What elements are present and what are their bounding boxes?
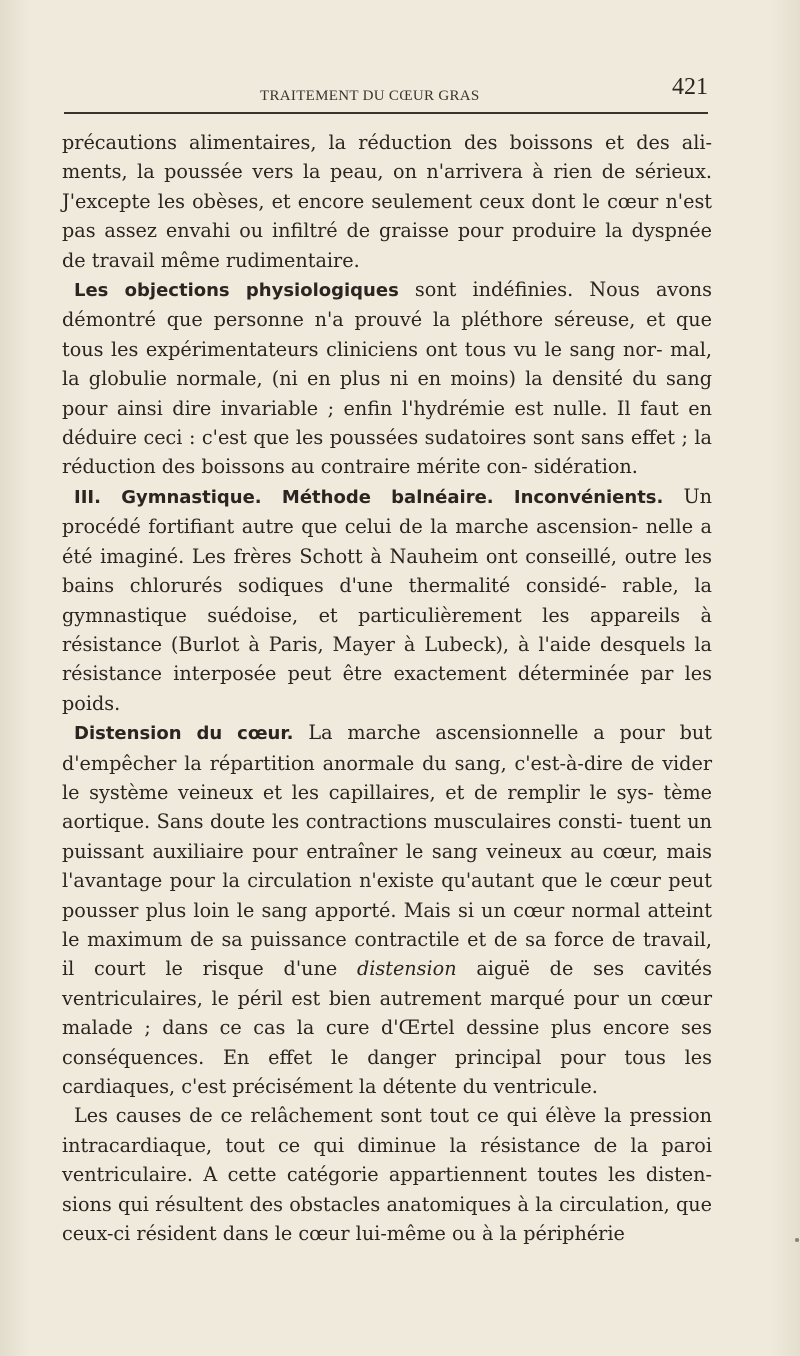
page-number: 421	[672, 74, 708, 100]
paragraph-1-text: précautions alimentaires, la réduction des boissons et des ali- ments, la poussée vers la peau, on n'arrivera à rien de sérieux. J'excepte les obèses, et encore seulement ceux dont le cœur n'est pas assez envahi ou infiltré de graisse pour produire la dyspnée de travail même rudimentaire.	[62, 131, 712, 272]
paragraph-4-emphasis: distension	[356, 957, 457, 981]
paragraph-4-text-after: aiguë de ses cavités ventriculaires, le péril est bien autrement marqué pour un cœur malade ; dans ce cas la cure d'Œrtel dessine plus encore ses conséquences. En effet le danger principal pour tous les cardiaques, c'est précisément la détente du ventricule.	[62, 957, 712, 1098]
paragraph-1	[62, 128, 712, 275]
paragraph-2	[62, 275, 712, 482]
header-rule	[64, 112, 708, 114]
running-title: TRAITEMENT DU CŒUR GRAS	[260, 88, 480, 104]
paragraph-3-heading: III. Gymnastique. Méthode balnéaire. Inconvénients.	[74, 486, 664, 508]
paragraph-5-text: Les causes de ce relâchement sont tout ce qui élève la pression intracardiaque, tout ce qui diminue la résistance de la paroi ventriculaire. A cette catégorie appartiennent toutes les disten- sions qui résultent des obstacles anatomiques à la circulation, que ceux-ci résident dans le cœur lui-même ou à la périphérie	[62, 1104, 712, 1246]
paragraph-4	[62, 718, 712, 1101]
paragraph-4-text-before: La marche ascensionnelle a pour but d'empêcher la répartition anormale du sang, c'est-à-dire de vider le système veineux et les capillaires, et de remplir le sys- tème aortique. Sans doute les contractions musculaires consti- tuent un puissant auxiliaire pour entraîner le sang veineux au cœur, mais l'avantage pour la circulation n'existe qu'autant que le cœur peut pousser plus loin le sang apporté. Mais si un cœur normal atteint le maximum de sa puissance contractile et de sa force de travail, il court le risque d'une	[62, 721, 712, 981]
running-head	[64, 74, 708, 114]
paragraph-4-heading: Distension du cœur.	[74, 723, 294, 745]
paragraph-3-text: Un procédé fortifiant autre que celui de la marche ascension- nelle a été imaginé. Les frères Schott à Nauheim ont conseillé, outre les bains chlorurés sodiques d'une thermalité considé- rable, la gymnastique suédoise, et particulièrement les appareils à résistance (Burlot à Paris, Mayer à Lubeck), à l'aide desquels la résistance interposée peut être exactement déterminée par les poids.	[62, 484, 712, 715]
paragraph-5	[62, 1101, 712, 1248]
paragraph-2-text: sont indéfinies. Nous avons démontré que personne n'a prouvé la pléthore séreuse, et que tous les expérimentateurs cliniciens ont tous vu le sang nor- mal, la globulie normale, (ni en plus ni en moins) la densité du sang pour ainsi dire invariable ; enfin l'hydrémie est nulle. Il faut en déduire ceci : c'est que les poussées sudatoires sont sans effet ; la réduction des boissons au contraire mérite con- sidération.	[62, 278, 713, 479]
margin-mark	[795, 1238, 799, 1242]
paragraph-2-heading: Les objections physiologiques	[74, 280, 399, 302]
body-text	[62, 128, 712, 1248]
paragraph-3	[62, 482, 712, 718]
